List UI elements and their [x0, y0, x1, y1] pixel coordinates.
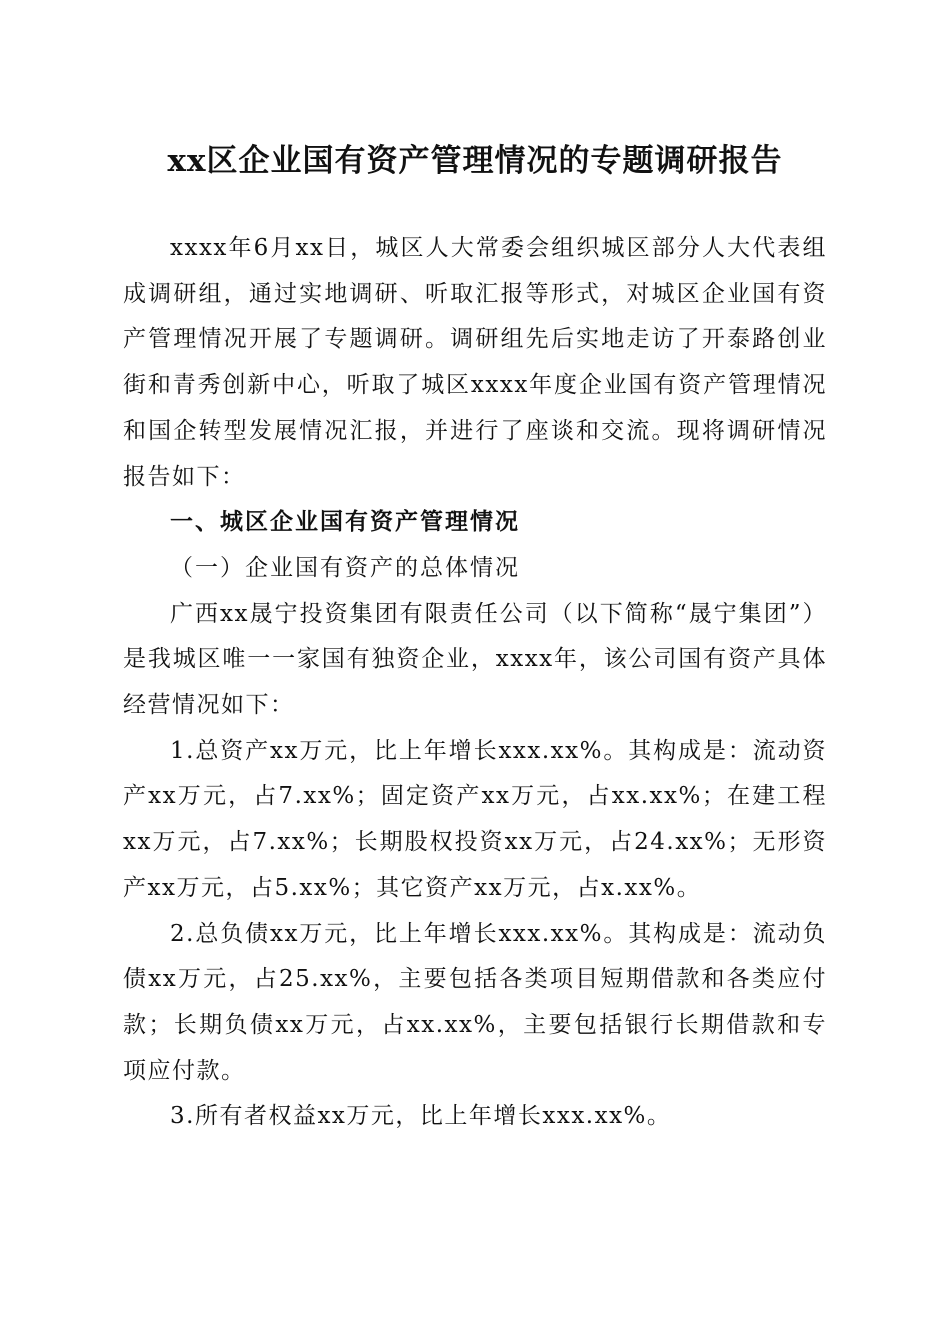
subsection-heading-1: （一）企业国有资产的总体情况: [170, 554, 520, 581]
total-liabilities-paragraph: 2.总负债xx万元，比上年增长xxx.xx%。其构成是：流动负债xx万元，占25.xx%，主要包括各类项目短期借款和各类应付款；长期负债xx万元，占xx.xx%，主要包括银行长期借款和专项应付款。: [123, 920, 827, 1084]
intro-paragraph: xxxx年6月xx日，城区人大常委会组织城区部分人大代表组成调研组，通过实地调研、听取汇报等形式，对城区企业国有资产管理情况开展了专题调研。调研组先后实地走访了开泰路创业街和青秀创新中心，听取了城区xxxx年度企业国有资产管理情况和国企转型发展情况汇报，并进行了座谈和交流。现将调研情况报告如下：: [123, 235, 827, 490]
company-paragraph: 广西xx晟宁投资集团有限责任公司（以下简称“晟宁集团”）是我城区唯一一家国有独资企业，xxxx年，该公司国有资产具体经营情况如下：: [123, 600, 827, 719]
document-title: xx区企业国有资产管理情况的专题调研报告: [167, 143, 783, 179]
total-assets-paragraph: 1.总资产xx万元，比上年增长xxx.xx%。其构成是：流动资产xx万元，占7.xx%；固定资产xx万元，占xx.xx%；在建工程xx万元，占7.xx%；长期股权投资xx万元，占24.xx%；无形资产xx万元，占5.xx%；其它资产xx万元，占x.xx%。: [123, 737, 827, 901]
document-body: [123, 226, 827, 1140]
owners-equity-paragraph: 3.所有者权益xx万元，比上年增长xxx.xx%。: [170, 1103, 672, 1130]
section-heading-1: 一、城区企业国有资产管理情况: [170, 509, 520, 536]
